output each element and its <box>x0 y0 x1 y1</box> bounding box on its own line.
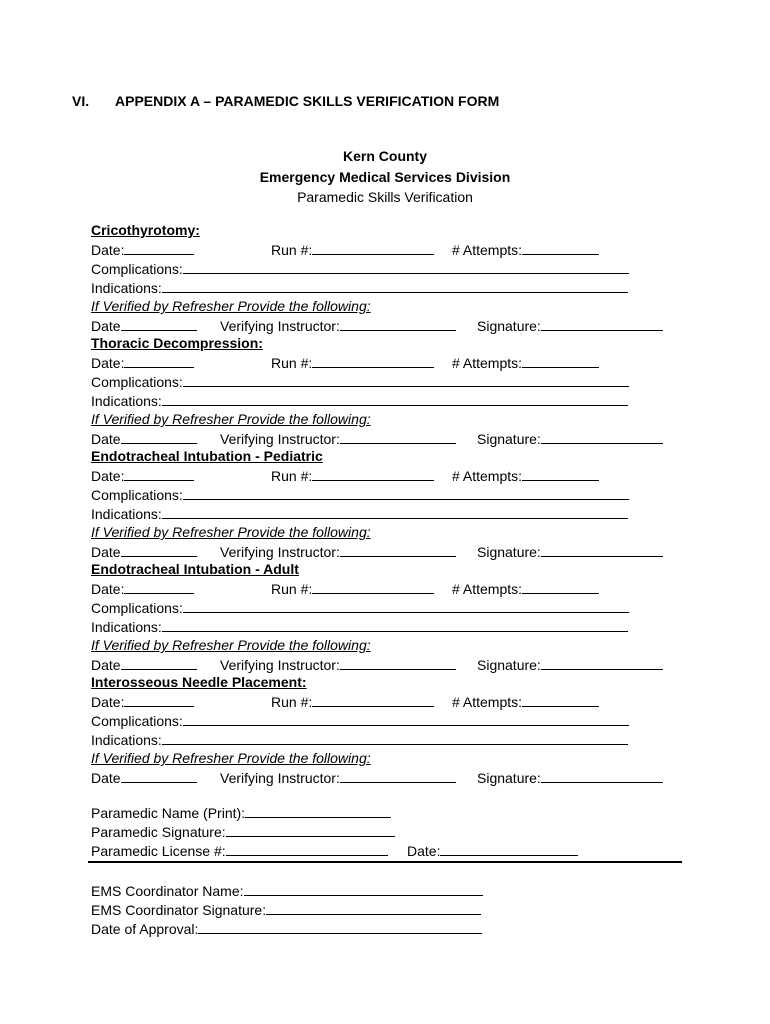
coordinator-signature-label: EMS Coordinator Signature: <box>91 902 267 918</box>
run-number-field[interactable] <box>312 467 434 481</box>
signature-label: Signature: <box>477 657 541 673</box>
skill-date-row <box>91 467 194 484</box>
signature-row <box>477 769 663 786</box>
verifying-instructor-field[interactable] <box>340 543 456 557</box>
section-divider <box>88 861 682 863</box>
attempts-field[interactable] <box>522 580 599 594</box>
refresher-date-row <box>91 430 197 447</box>
skill-indications-row <box>91 392 628 409</box>
coordinator-name-label: EMS Coordinator Name: <box>91 883 244 899</box>
section-title: APPENDIX A – PARAMEDIC SKILLS VERIFICATION FORM <box>115 93 500 109</box>
form-title: Paramedic Skills Verification <box>297 189 473 205</box>
skill-indications-row <box>91 279 628 296</box>
approval-date-field[interactable] <box>198 920 482 934</box>
skill-run-row <box>271 354 434 371</box>
refresher-date-label: Date <box>91 431 121 447</box>
indications-label: Indications: <box>91 280 162 296</box>
refresher-date-label: Date <box>91 544 121 560</box>
run-number-field[interactable] <box>312 241 434 255</box>
indications-field[interactable] <box>162 505 628 519</box>
paramedic-name-field[interactable] <box>245 804 391 818</box>
complications-label: Complications: <box>91 600 183 616</box>
signature-label: Signature: <box>477 318 541 334</box>
skill-date-row <box>91 354 194 371</box>
skill-run-row <box>271 467 434 484</box>
refresher-date-label: Date <box>91 657 121 673</box>
skill-indications-row <box>91 505 628 522</box>
attempts-field[interactable] <box>522 354 599 368</box>
paramedic-signature-row <box>91 823 395 840</box>
complications-label: Complications: <box>91 487 183 503</box>
skill-date-row <box>91 693 194 710</box>
indications-field[interactable] <box>162 279 628 293</box>
verifying-instructor-label: Verifying Instructor: <box>220 770 340 786</box>
date-label: Date: <box>91 468 125 484</box>
skill-complications-row <box>91 712 629 729</box>
date-field[interactable] <box>124 467 194 481</box>
run-label: Run #: <box>271 242 313 258</box>
skill-run-row <box>271 693 434 710</box>
run-number-field[interactable] <box>312 693 434 707</box>
coordinator-approval-row <box>91 920 482 937</box>
approval-date-label: Date of Approval: <box>91 921 199 937</box>
skill-complications-row <box>91 260 629 277</box>
attempts-label: # Attempts: <box>452 694 523 710</box>
verifying-instructor-label: Verifying Instructor: <box>220 318 340 334</box>
county-name: Kern County <box>343 148 427 164</box>
attempts-field[interactable] <box>522 467 599 481</box>
date-field[interactable] <box>124 354 194 368</box>
skill-date-row <box>91 580 194 597</box>
refresher-date-row <box>91 543 197 560</box>
run-number-field[interactable] <box>312 580 434 594</box>
attempts-field[interactable] <box>522 241 599 255</box>
skill-complications-row <box>91 599 629 616</box>
paramedic-date-field[interactable] <box>440 842 578 856</box>
skill-indications-row <box>91 731 628 748</box>
date-field[interactable] <box>124 241 194 255</box>
refresher-note: If Verified by Refresher Provide the following: <box>91 524 371 540</box>
refresher-date-field[interactable] <box>121 430 197 444</box>
verifying-instructor-field[interactable] <box>340 430 456 444</box>
coordinator-name-field[interactable] <box>244 882 483 896</box>
indications-field[interactable] <box>162 392 628 406</box>
refresher-date-label: Date <box>91 318 121 334</box>
paramedic-signature-field[interactable] <box>226 823 395 837</box>
skill-title: Endotracheal Intubation - Adult <box>91 561 299 577</box>
skill-title: Endotracheal Intubation - Pediatric <box>91 448 323 464</box>
refresher-note: If Verified by Refresher Provide the following: <box>91 411 371 427</box>
verifying-instructor-field[interactable] <box>340 317 456 331</box>
indications-label: Indications: <box>91 732 162 748</box>
indications-label: Indications: <box>91 619 162 635</box>
complications-field[interactable] <box>183 486 629 500</box>
complications-label: Complications: <box>91 374 183 390</box>
signature-field[interactable] <box>541 769 663 783</box>
date-label: Date: <box>91 242 125 258</box>
signature-label: Signature: <box>477 770 541 786</box>
verifying-instructor-field[interactable] <box>340 769 456 783</box>
skill-attempts-row <box>452 241 599 258</box>
verifying-instructor-label: Verifying Instructor: <box>220 657 340 673</box>
run-number-field[interactable] <box>312 354 434 368</box>
date-field[interactable] <box>124 693 194 707</box>
signature-field[interactable] <box>541 430 663 444</box>
skill-date-row <box>91 241 194 258</box>
refresher-date-row <box>91 656 197 673</box>
coordinator-signature-row <box>91 901 481 918</box>
skill-title: Interosseous Needle Placement: <box>91 674 307 690</box>
complications-field[interactable] <box>183 712 629 726</box>
skill-attempts-row <box>452 354 599 371</box>
indications-label: Indications: <box>91 393 162 409</box>
skill-attempts-row <box>452 467 599 484</box>
refresher-date-row <box>91 317 197 334</box>
division-name: Emergency Medical Services Division <box>259 169 511 185</box>
verifying-instructor-label: Verifying Instructor: <box>220 544 340 560</box>
attempts-label: # Attempts: <box>452 242 523 258</box>
run-label: Run #: <box>271 468 313 484</box>
complications-label: Complications: <box>91 261 183 277</box>
refresher-date-label: Date <box>91 770 121 786</box>
paramedic-license-row <box>91 842 388 859</box>
refresher-date-field[interactable] <box>121 317 197 331</box>
signature-field[interactable] <box>541 317 663 331</box>
verifying-instructor-row <box>220 543 456 560</box>
signature-row <box>477 543 663 560</box>
refresher-note: If Verified by Refresher Provide the following: <box>91 298 371 314</box>
run-label: Run #: <box>271 581 313 597</box>
skill-run-row <box>271 241 434 258</box>
run-label: Run #: <box>271 355 313 371</box>
complications-label: Complications: <box>91 713 183 729</box>
indications-field[interactable] <box>162 731 628 745</box>
signature-row <box>477 430 663 447</box>
verifying-instructor-row <box>220 430 456 447</box>
date-label: Date: <box>91 694 125 710</box>
refresher-note: If Verified by Refresher Provide the following: <box>91 750 371 766</box>
run-label: Run #: <box>271 694 313 710</box>
verifying-instructor-row <box>220 769 456 786</box>
paramedic-signature-label: Paramedic Signature: <box>91 824 226 840</box>
coordinator-signature-field[interactable] <box>266 901 481 915</box>
indications-label: Indications: <box>91 506 162 522</box>
skill-run-row <box>271 580 434 597</box>
paramedic-date-label: Date: <box>407 843 441 859</box>
skill-attempts-row <box>452 693 599 710</box>
paramedic-date-row <box>407 842 578 859</box>
skill-attempts-row <box>452 580 599 597</box>
signature-label: Signature: <box>477 431 541 447</box>
signature-field[interactable] <box>541 543 663 557</box>
indications-field[interactable] <box>162 618 628 632</box>
skill-title: Cricothyrotomy: <box>91 222 200 238</box>
skill-title: Thoracic Decompression: <box>91 335 263 351</box>
attempts-field[interactable] <box>522 693 599 707</box>
paramedic-name-row <box>91 804 391 821</box>
verifying-instructor-field[interactable] <box>340 656 456 670</box>
refresher-date-field[interactable] <box>121 656 197 670</box>
signature-row <box>477 656 663 673</box>
paramedic-license-label: Paramedic License #: <box>91 843 226 859</box>
verifying-instructor-row <box>220 656 456 673</box>
paramedic-name-label: Paramedic Name (Print): <box>91 805 246 821</box>
verifying-instructor-row <box>220 317 456 334</box>
skill-complications-row <box>91 373 629 390</box>
refresher-date-field[interactable] <box>121 543 197 557</box>
complications-field[interactable] <box>183 373 629 387</box>
signature-label: Signature: <box>477 544 541 560</box>
skill-complications-row <box>91 486 629 503</box>
complications-field[interactable] <box>183 599 629 613</box>
attempts-label: # Attempts: <box>452 355 523 371</box>
refresher-date-row <box>91 769 197 786</box>
signature-field[interactable] <box>541 656 663 670</box>
refresher-note: If Verified by Refresher Provide the following: <box>91 637 371 653</box>
attempts-label: # Attempts: <box>452 468 523 484</box>
date-label: Date: <box>91 355 125 371</box>
refresher-date-field[interactable] <box>121 769 197 783</box>
coordinator-name-row <box>91 882 483 899</box>
date-field[interactable] <box>124 580 194 594</box>
date-label: Date: <box>91 581 125 597</box>
attempts-label: # Attempts: <box>452 581 523 597</box>
section-number: VI. <box>72 93 90 109</box>
signature-row <box>477 317 663 334</box>
paramedic-license-field[interactable] <box>226 842 388 856</box>
complications-field[interactable] <box>183 260 629 274</box>
skill-indications-row <box>91 618 628 635</box>
verifying-instructor-label: Verifying Instructor: <box>220 431 340 447</box>
